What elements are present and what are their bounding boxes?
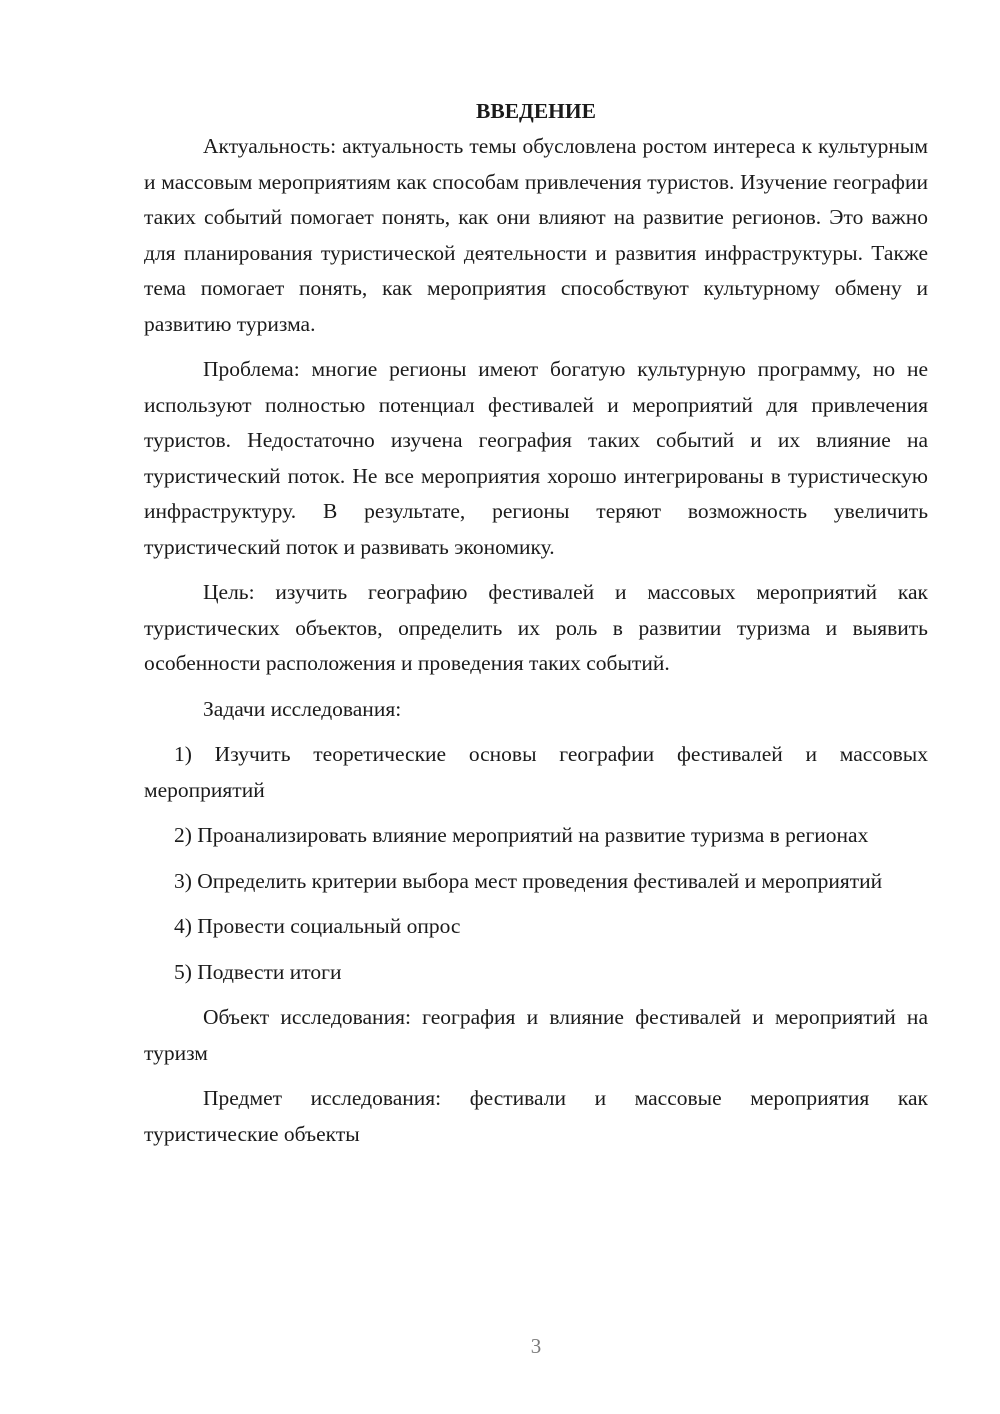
list-item: 4) Провести социальный опрос [174,914,461,938]
object-paragraph: Объект исследования: география и влияние фестивалей и мероприятий на туризм [144,1005,928,1065]
page-title: ВВЕДЕНИЕ [476,99,596,123]
goal-paragraph: Цель: изучить географию фестивалей и массовых мероприятий как туристических объектов, определить их роль в развитии туризма и выявить особенности расположения и проведения таких событий. [144,580,928,675]
list-item: 5) Подвести итоги [174,959,342,984]
relevance-paragraph: Актуальность: актуальность темы обусловлена ростом интереса к культурным и массовым мероприятиям как способам привлечения туристов. Изучение географии таких событий помогает понять, как они влияют на развитие регионов. Это важно для планирования туристической деятельности и развития инфраструктуры. Также тема помогает понять, как мероприятия способствуют культурному обмену и развитию туризма. [144,134,928,336]
page-number: 3 [530,1334,542,1358]
list-item: 2) Проанализировать влияние мероприятий на развитие туризма в регионах [174,823,869,847]
list-item: 1) Изучить теоретические основы географии фестивалей и массовых мероприятий [144,742,928,802]
list-item: 3) Определить критерии выбора мест проведения фестивалей и мероприятий [174,868,883,893]
problem-paragraph: Проблема: многие регионы имеют богатую культурную программу, но не используют полностью потенциал фестивалей и мероприятий для привлечения туристов. Недостаточно изучена география таких событий и их влияние на туристический поток. Не все мероприятия хорошо интегрированы в туристическую инфраструктуру. В результате, регионы теряют возможность увеличить туристический поток и развивать экономику. [144,357,928,559]
tasks-list [144,737,928,990]
subject-paragraph: Предмет исследования: фестивали и массовые мероприятия как туристические объекты [144,1086,928,1146]
tasks-heading: Задачи исследования: [203,696,402,721]
document-page [144,94,928,1162]
